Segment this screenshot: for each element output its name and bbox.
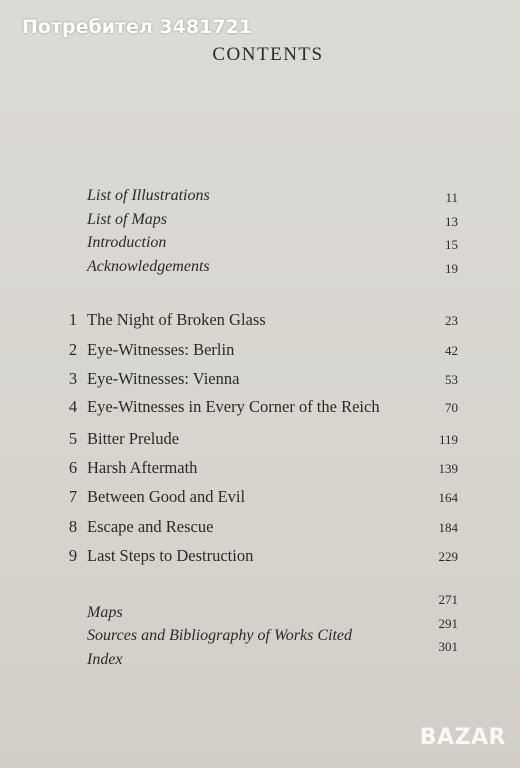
chapter-entry <box>0 546 520 570</box>
chapter-number: 8 <box>68 517 78 536</box>
toc-entry-page: 11 <box>445 190 458 205</box>
chapter-title: Bitter Prelude <box>87 429 180 448</box>
toc-entry <box>0 187 520 211</box>
chapter-page: 164 <box>438 490 458 505</box>
chapter-title: Escape and Rescue <box>87 517 214 536</box>
toc-entry-page: 15 <box>445 237 458 252</box>
toc-entry <box>0 258 520 282</box>
chapter-page: 229 <box>438 549 458 564</box>
contents-title: CONTENTS <box>212 44 324 65</box>
toc-entry-label: Sources and Bibliography of Works Cited <box>87 627 353 644</box>
chapter-number: 1 <box>68 310 78 329</box>
chapter-title: Harsh Aftermath <box>87 458 198 477</box>
bazar-logo: BAZAR <box>419 725 506 750</box>
toc-entry <box>0 211 520 235</box>
toc-entry-page: 271 <box>438 592 458 607</box>
toc-entry <box>0 639 520 675</box>
toc-entry-label: List of Illustrations <box>87 187 210 204</box>
chapter-page: 139 <box>438 461 458 476</box>
chapter-page: 42 <box>445 343 458 358</box>
chapter-page: 70 <box>445 400 458 415</box>
chapter-entry <box>0 487 520 511</box>
chapter-number: 9 <box>68 546 78 565</box>
chapter-page: 23 <box>445 313 458 328</box>
toc-entry-page: 301 <box>438 639 458 654</box>
chapter-page: 53 <box>445 372 458 387</box>
chapter-title: Between Good and Evil <box>87 487 246 506</box>
chapter-title: Last Steps to Destruction <box>87 546 254 565</box>
chapter-page: 184 <box>438 520 458 535</box>
user-watermark: Потребител 3481721 <box>22 16 253 38</box>
chapter-entry <box>0 397 520 421</box>
toc-entry <box>0 234 520 258</box>
chapter-number: 4 <box>68 397 78 416</box>
toc-entry-label: Maps <box>87 604 123 621</box>
chapter-title: Eye-Witnesses: Vienna <box>87 369 240 388</box>
chapter-number: 6 <box>68 458 78 477</box>
toc-entry-page: 13 <box>445 214 458 229</box>
chapter-number: 3 <box>68 369 78 388</box>
chapter-entry <box>0 429 520 453</box>
toc-entry-label: Index <box>87 651 123 668</box>
chapter-title: Eye-Witnesses: Berlin <box>87 340 235 359</box>
chapter-entry <box>0 340 520 364</box>
chapter-title: Eye-Witnesses in Every Corner of the Reich <box>87 397 380 416</box>
toc-entry-page: 291 <box>438 616 458 631</box>
toc-entry-label: List of Maps <box>87 211 168 228</box>
toc-entry-label: Acknowledgements <box>87 258 210 275</box>
toc-entry-label: Introduction <box>87 234 167 251</box>
chapter-entry <box>0 369 520 393</box>
chapter-number: 2 <box>68 340 78 359</box>
chapter-entry <box>0 517 520 541</box>
chapter-entry <box>0 458 520 482</box>
chapter-page: 119 <box>438 432 458 447</box>
chapter-number: 7 <box>68 487 78 506</box>
chapter-number: 5 <box>68 429 78 448</box>
chapter-entry <box>0 310 520 334</box>
toc-entry-page: 19 <box>445 261 458 276</box>
chapter-title: The Night of Broken Glass <box>87 310 266 329</box>
